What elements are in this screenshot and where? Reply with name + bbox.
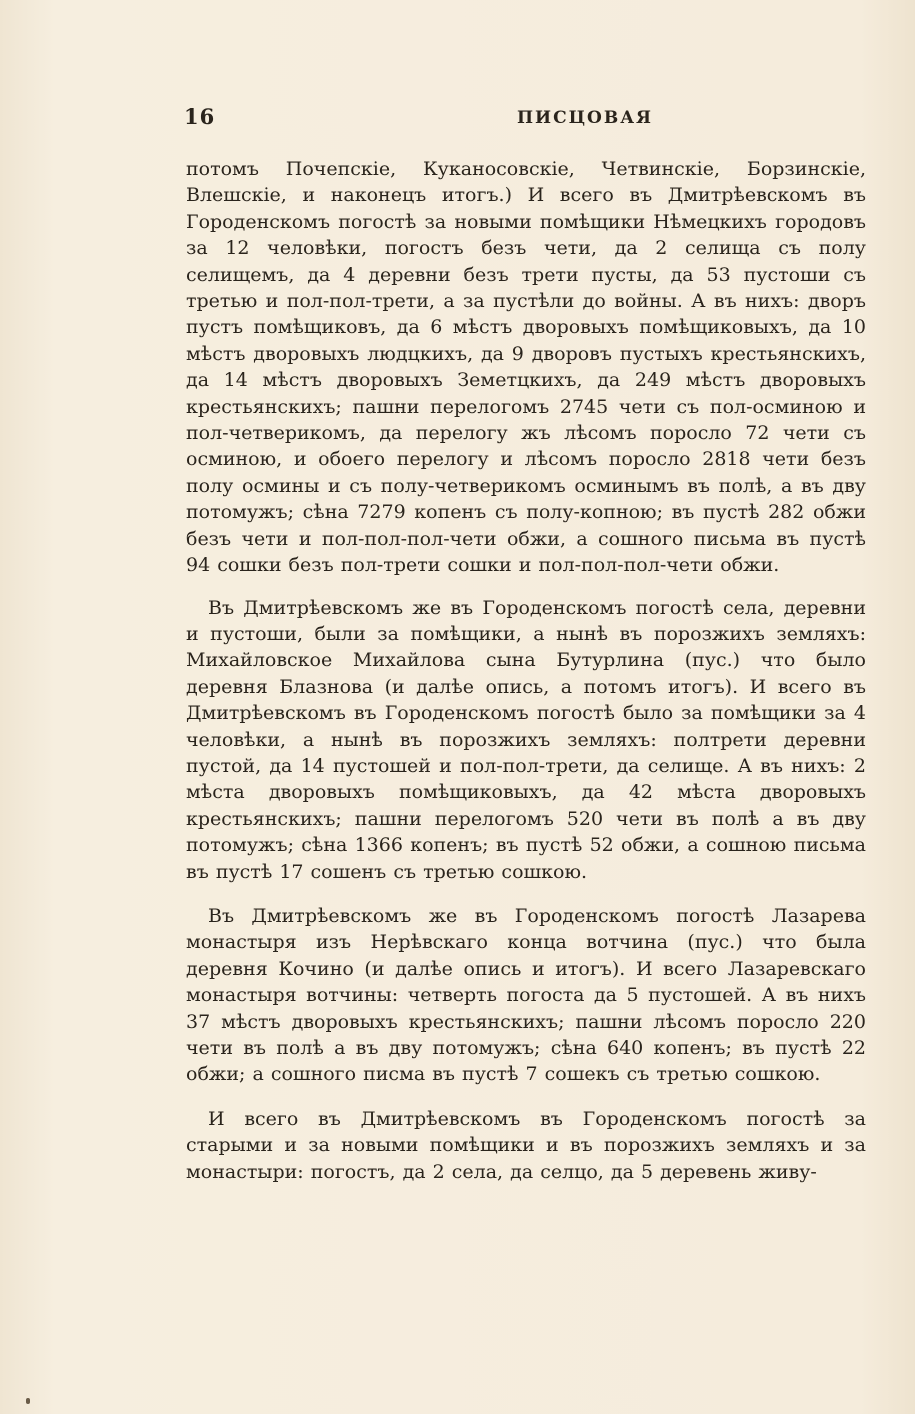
- text-body: [186, 156, 866, 1203]
- paragraph-3: Въ Дмитрѣевскомъ же въ Городенскомъ погостѣ Лазарева монастыря изъ Нерѣвскаго конца вотчина (пус.) что была деревня Кочино (и далѣе опись и итогъ). И всего Лазаревскаго монастыря вотчины: четверть погоста да 5 пустошей. А въ нихъ 37 мѣстъ дворовыхъ крестьянскихъ; пашни лѣсомъ поросло 220 чети въ полѣ а въ дву потомужъ; сѣна 640 копенъ; въ пустѣ 22 обжи; а сошного писма въ пустѣ 7 сошекъ съ третью сошкою.: [186, 904, 866, 1086]
- margin-ink-mark: [26, 1398, 30, 1404]
- page-number: 16: [184, 104, 216, 129]
- paragraph-2: Въ Дмитрѣевскомъ же въ Городенскомъ погостѣ села, деревни и пустоши, были за помѣщики, а нынѣ въ порозжихъ земляхъ: Михайловское Михайлова сына Бутурлина (пус.) что было деревня Блазнова (и далѣе опись, а потомъ итогъ). И всего въ Дмитрѣевскомъ въ Городенскомъ погостѣ было за помѣщики за 4 человѣки, а нынѣ въ порозжихъ земляхъ: полтрети деревни пустой, да 14 пустошей и пол-пол-трети, да селище. А въ нихъ: 2 мѣста дворовыхъ помѣщиковыхъ, да 42 мѣста дворовыхъ крестьянскихъ; пашни перелогомъ 520 чети въ полѣ а въ дву потомужъ; сѣна 1366 копенъ; въ пустѣ 52 обжи, а сошною письма въ пустѣ 17 сошенъ съ третью сошкою.: [186, 596, 866, 883]
- running-title: ПИСЦОВАЯ: [516, 108, 654, 128]
- paragraph-4: И всего въ Дмитрѣевскомъ въ Городенскомъ погостѣ за старыми и за новыми помѣщики и въ порозжихъ земляхъ и за монастыри: погостъ, да 2 села, да селцо, да 5 деревень живу-: [186, 1107, 866, 1183]
- paragraph-1: потомъ Почепскіе, Куканосовскіе, Четвинскіе, Борзинскіе, Влешскіе, и наконецъ итогъ.) И всего въ Дмитрѣевскомъ въ Городенскомъ погостѣ за новыми помѣщики Нѣмецкихъ городовъ за 12 человѣки, погостъ безъ чети, да 2 селища съ полу селищемъ, да 4 деревни безъ трети пусты, да 53 пустоши съ третью и пол-пол-трети, а за пустѣли до войны. А въ нихъ: дворъ пустъ помѣщиковъ, да 6 мѣстъ дворовыхъ помѣщиковыхъ, да 10 мѣстъ дворовыхъ людцкихъ, да 9 дворовъ пустыхъ крестьянскихъ, да 14 мѣстъ дворовыхъ Земетцкихъ, да 249 мѣстъ дворовыхъ крестьянскихъ; пашни перелогомъ 2745 чети съ пол-осминою и пол-четверикомъ, да перелогу жъ лѣсомъ поросло 72 чети съ осминою, и обоего перелогу и лѣсомъ поросло 2818 чети безъ полу осмины и съ полу-четверикомъ осминымъ въ полѣ, а въ дву потомужъ; сѣна 7279 копенъ съ полу-копною; въ пустѣ 282 обжи безъ чети и пол-пол-пол-чети обжи, а сошного письма въ пустѣ 94 сошки безъ пол-трети сошки и пол-пол-пол-чети обжи.: [186, 158, 866, 577]
- page-header: [184, 104, 876, 134]
